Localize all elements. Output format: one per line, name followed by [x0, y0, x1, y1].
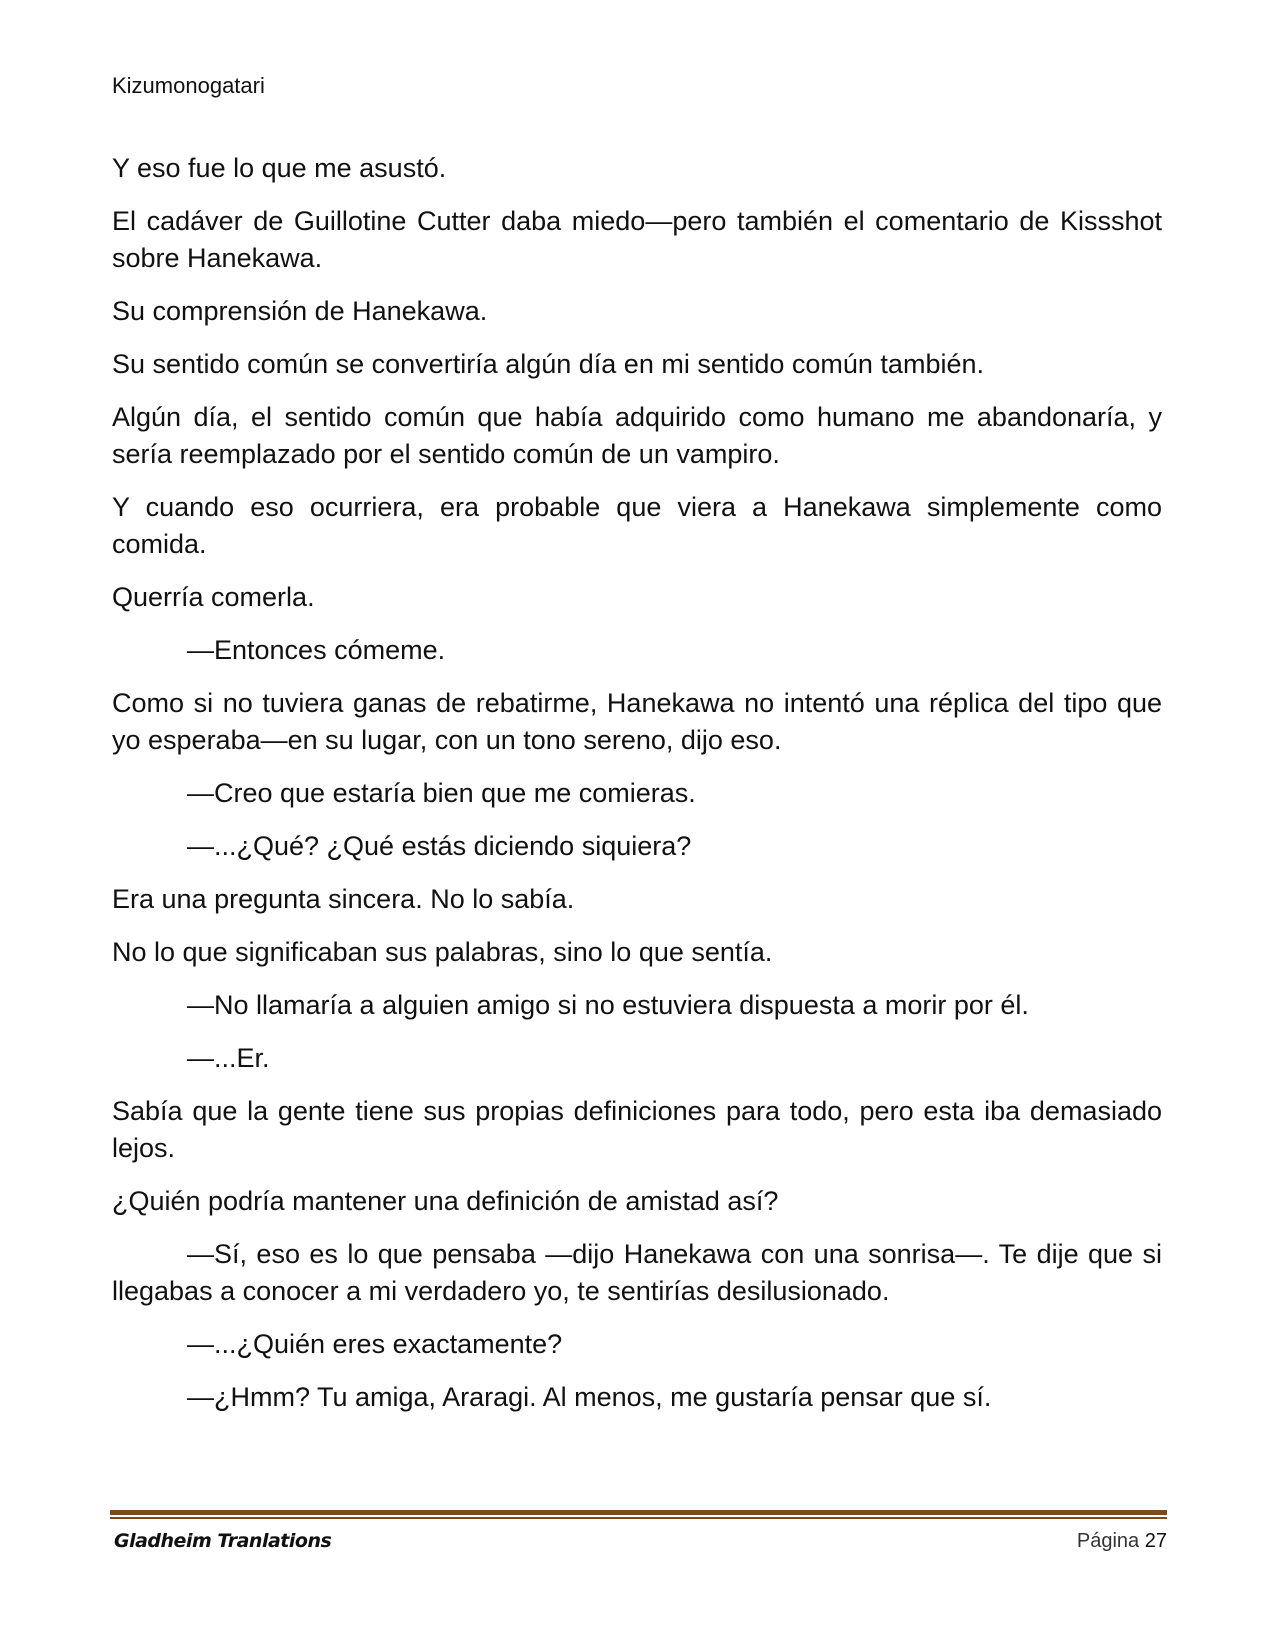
running-header: Kizumonogatari — [112, 73, 265, 98]
page-number-value: 27 — [1144, 1530, 1167, 1552]
dialog-paragraph: —Entonces cómeme. — [187, 635, 446, 665]
footer-divider-thin — [110, 1517, 1167, 1519]
footer-divider — [110, 1510, 1167, 1519]
paragraph: Querría comerla. — [112, 582, 315, 612]
paragraph: Sabía que la gente tiene sus propias definiciones para todo, pero esta iba demasiado lejos. — [112, 1096, 1162, 1163]
footer-credit: Gladheim Tranlations — [114, 1530, 332, 1552]
paragraph: Y cuando eso ocurriera, era probable que viera a Hanekawa simplemente como comida. — [112, 492, 1162, 559]
dialog-paragraph: —No llamaría a alguien amigo si no estuviera dispuesta a morir por él. — [187, 990, 1029, 1020]
paragraph: Y eso fue lo que me asustó. — [112, 153, 447, 183]
dialog-paragraph: —...¿Quién eres exactamente? — [187, 1329, 563, 1359]
page-label: Página — [1076, 1530, 1140, 1552]
page-number — [1077, 1528, 1167, 1554]
paragraph: Como si no tuviera ganas de rebatirme, Hanekawa no intentó una réplica del tipo que yo esperaba—en su lugar, con un tono sereno, dijo eso. — [112, 688, 1162, 755]
paragraph: No lo que significaban sus palabras, sino lo que sentía. — [112, 937, 773, 967]
paragraph: Era una pregunta sincera. No lo sabía. — [112, 884, 575, 914]
dialog-paragraph: —Sí, eso es lo que pensaba —dijo Hanekawa con una sonrisa—. Te dije que si llegabas a conocer a mi verdadero yo, te sentirías desilusionado. — [112, 1239, 1162, 1306]
paragraph: Algún día, el sentido común que había adquirido como humano me abandonaría, y sería reemplazado por el sentido común de un vampiro. — [112, 402, 1162, 469]
dialog-paragraph: —¿Hmm? Tu amiga, Araragi. Al menos, me gustaría pensar que sí. — [187, 1382, 992, 1412]
footer-divider-thick — [110, 1510, 1167, 1515]
page-body — [112, 150, 1162, 1432]
paragraph: Su sentido común se convertiría algún día en mi sentido común también. — [112, 349, 984, 379]
dialog-paragraph: —...Er. — [187, 1043, 270, 1073]
paragraph: El cadáver de Guillotine Cutter daba miedo—pero también el comentario de Kissshot sobre Hanekawa. — [112, 206, 1162, 273]
paragraph: Su comprensión de Hanekawa. — [112, 296, 488, 326]
paragraph: ¿Quién podría mantener una definición de amistad así? — [112, 1186, 779, 1216]
dialog-paragraph: —Creo que estaría bien que me comieras. — [187, 778, 696, 808]
dialog-paragraph: —...¿Qué? ¿Qué estás diciendo siquiera? — [187, 831, 692, 861]
